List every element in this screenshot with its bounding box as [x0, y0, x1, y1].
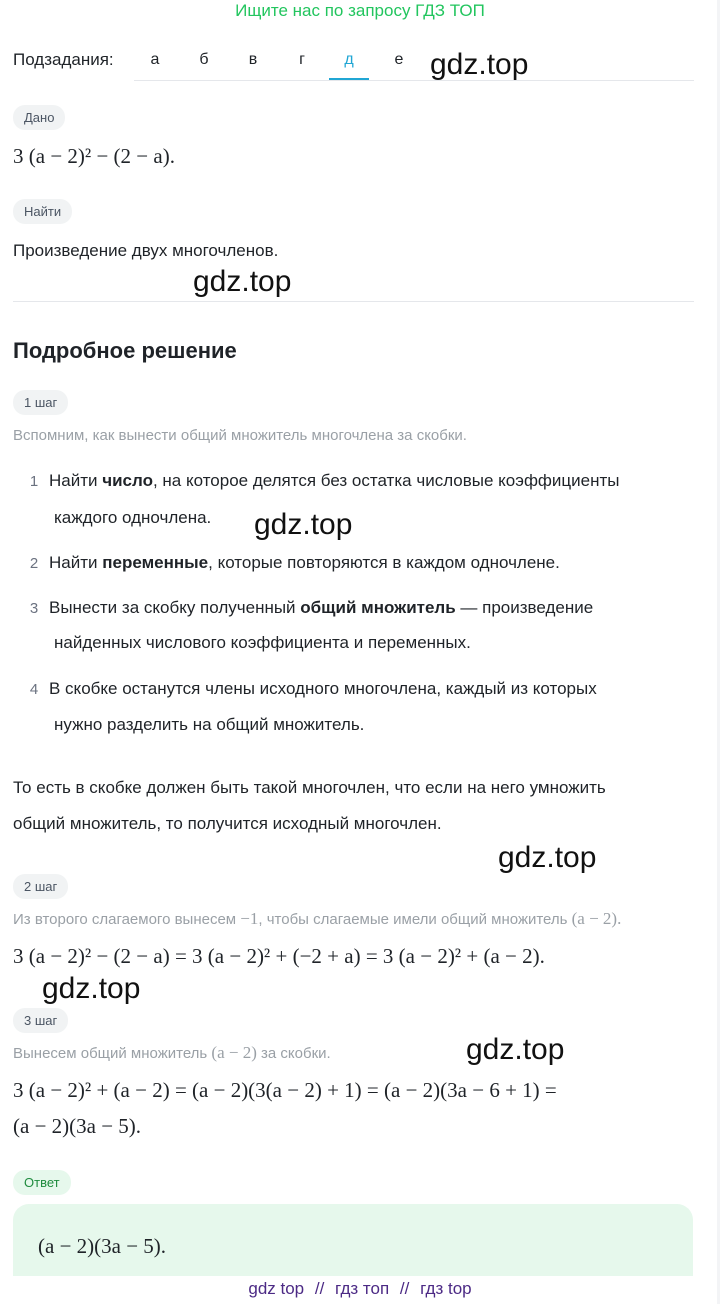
list-number: 1 [29, 473, 39, 490]
tab-b[interactable]: б [199, 51, 209, 68]
footer-separator: // [399, 1279, 410, 1298]
watermark: gdz.top [466, 1033, 565, 1066]
footer-separator: // [314, 1279, 325, 1298]
list-number: 3 [29, 600, 39, 617]
list-item: В скобке останутся члены исходного многочлена, каждый из которых [49, 679, 597, 698]
subtasks-label: Подзадания: [13, 50, 114, 69]
subtasks-divider [134, 80, 694, 81]
answer-pill: Ответ [13, 1170, 71, 1195]
watermark: gdz.top [193, 265, 292, 298]
tab-v[interactable]: в [248, 51, 258, 68]
section-divider [13, 301, 694, 302]
tab-d-active[interactable]: д [329, 50, 369, 80]
step2-expression: 3 (a − 2)² − (2 − a) = 3 (a − 2)² + (−2 + a) = 3 (a − 2)² + (a − 2). [13, 944, 545, 968]
step3-expression: (a − 2)(3a − 5). [13, 1114, 142, 1138]
watermark: gdz.top [498, 841, 597, 874]
list-item-continuation: каждого одночлена. [54, 508, 212, 527]
step3-hint: Вынесем общий множитель (a − 2) за скобки. [13, 1043, 331, 1062]
tab-g[interactable]: г [299, 51, 305, 68]
solution-title: Подробное решение [13, 338, 237, 363]
list-item: Найти переменные, которые повторяются в каждом одночлене. [49, 553, 560, 572]
step1-pill: 1 шаг [13, 390, 68, 415]
note-text: общий множитель, то получится исходный многочлен. [13, 814, 442, 833]
step1-hint: Вспомним, как вынести общий множитель многочлена за скобки. [13, 427, 467, 444]
step2-pill: 2 шаг [13, 874, 68, 899]
given-expression: 3 (a − 2)² − (2 − a). [13, 144, 175, 168]
find-text: Произведение двух многочленов. [13, 241, 279, 260]
list-number: 4 [29, 681, 39, 698]
tab-a[interactable]: а [150, 51, 160, 68]
step3-expression: 3 (a − 2)² + (a − 2) = (a − 2)(3(a − 2) + 1) = (a − 2)(3a − 6 + 1) = [13, 1078, 557, 1102]
footer-link[interactable]: гдз top [420, 1279, 472, 1298]
search-banner: Ищите нас по запросу ГДЗ ТОП [235, 1, 485, 20]
watermark: gdz.top [42, 972, 141, 1005]
list-item-continuation: нужно разделить на общий множитель. [54, 715, 365, 734]
find-pill: Найти [13, 199, 72, 224]
footer-links [0, 1276, 720, 1304]
watermark: gdz.top [254, 508, 353, 541]
note-text: То есть в скобке должен быть такой многочлен, что если на него умножить [13, 778, 606, 797]
step3-pill: 3 шаг [13, 1008, 68, 1033]
footer-link[interactable]: гдз топ [335, 1279, 390, 1298]
list-item-continuation: найденных числового коэффициента и переменных. [54, 633, 471, 652]
tab-e[interactable]: е [394, 51, 404, 68]
step2-hint: Из второго слагаемого вынесем −1, чтобы слагаемые имели общий множитель (a − 2). [13, 909, 622, 928]
list-number: 2 [29, 555, 39, 572]
watermark: gdz.top [430, 48, 529, 81]
given-pill: Дано [13, 105, 65, 130]
list-item: Вынести за скобку полученный общий множитель — произведение [49, 598, 594, 617]
footer-link[interactable]: gdz top [248, 1279, 305, 1298]
answer-expression: (a − 2)(3a − 5). [38, 1234, 167, 1258]
list-item: Найти число, на которое делятся без остатка числовые коэффициенты [49, 471, 620, 490]
